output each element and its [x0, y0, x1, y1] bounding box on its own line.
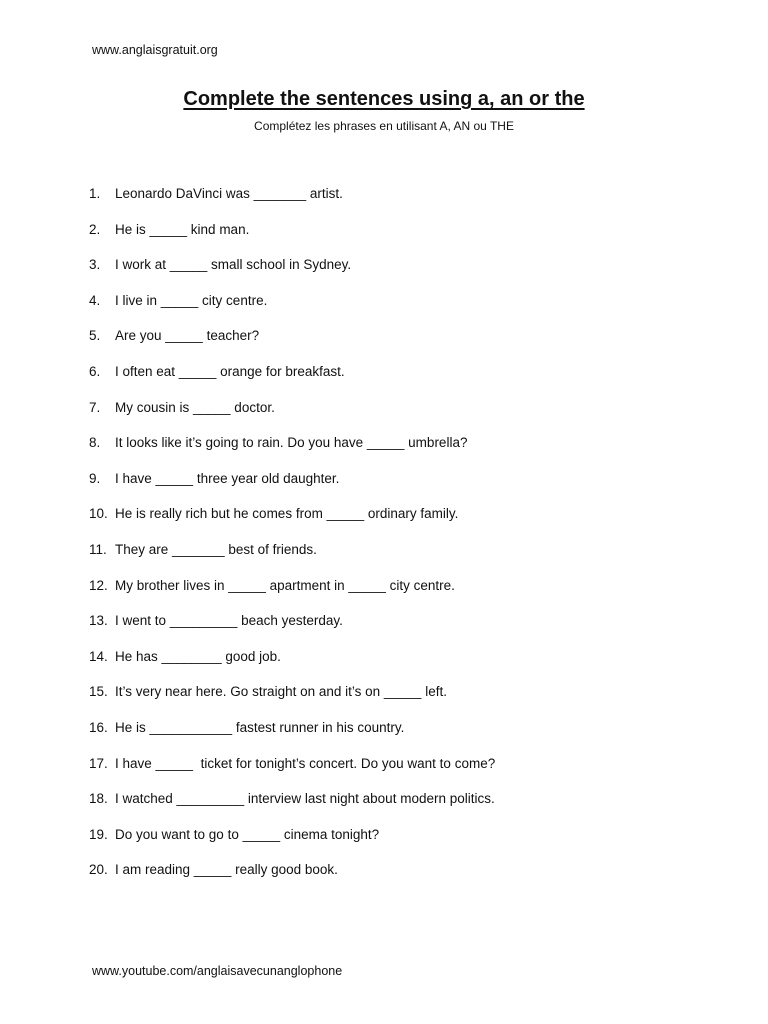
- question-number: 19.: [89, 826, 108, 842]
- question-number: 1.: [89, 186, 101, 201]
- question-number: 9.: [89, 470, 101, 486]
- question-item: [89, 399, 495, 435]
- question-item: [89, 826, 495, 862]
- question-number: 7.: [89, 399, 101, 415]
- question-number: 16.: [89, 719, 108, 735]
- question-number: 18.: [89, 791, 108, 807]
- question-number: 12.: [89, 577, 108, 593]
- question-text: He is really rich but he comes from _____ ordinary family.: [115, 506, 459, 522]
- footer-url: www.youtube.com/anglaisavecunanglophone: [92, 964, 343, 978]
- question-number: 6.: [89, 363, 101, 379]
- question-text: Are you _____ teacher?: [115, 328, 260, 344]
- question-item: [89, 292, 495, 328]
- question-text: I work at _____ small school in Sydney.: [115, 257, 352, 273]
- question-number: 8.: [89, 435, 101, 451]
- question-number: 15.: [89, 684, 108, 700]
- question-item: [89, 648, 495, 684]
- question-number: 14.: [89, 648, 108, 664]
- question-number: 2.: [89, 221, 101, 237]
- question-number: 13.: [89, 613, 108, 629]
- question-item: [89, 327, 495, 363]
- question-text: He has ________ good job.: [115, 648, 281, 664]
- question-item: [89, 185, 495, 221]
- question-number: 3.: [89, 257, 101, 273]
- question-item: [89, 434, 495, 470]
- page-title: Complete the sentences using a, an or the: [183, 88, 585, 110]
- question-item: [89, 577, 495, 613]
- question-text: He is _____ kind man.: [115, 221, 250, 237]
- question-text: I watched _________ interview last night about modern politics.: [115, 791, 495, 807]
- question-list: [89, 185, 495, 897]
- question-item: [89, 221, 495, 257]
- question-text: They are _______ best of friends.: [115, 541, 317, 557]
- question-text: I live in _____ city centre.: [115, 292, 268, 308]
- question-item: [89, 363, 495, 399]
- question-item: [89, 256, 495, 292]
- question-item: [89, 612, 495, 648]
- question-number: 20.: [89, 862, 108, 878]
- question-text: I am reading _____ really good book.: [115, 862, 338, 878]
- question-number: 17.: [89, 755, 108, 771]
- header-url: www.anglaisgratuit.org: [92, 43, 218, 57]
- question-item: [89, 719, 495, 755]
- question-text: It’s very near here. Go straight on and it’s on _____ left.: [115, 684, 447, 700]
- question-text: He is ___________ fastest runner in his country.: [115, 719, 405, 735]
- question-item: [89, 861, 495, 897]
- question-text: I have _____ three year old daughter.: [115, 470, 340, 486]
- question-number: 5.: [89, 328, 101, 344]
- question-text: My cousin is _____ doctor.: [115, 399, 275, 415]
- question-item: [89, 541, 495, 577]
- question-item: [89, 683, 495, 719]
- question-number: 11.: [89, 541, 107, 557]
- question-text: Do you want to go to _____ cinema tonight?: [115, 826, 380, 842]
- question-text: I went to _________ beach yesterday.: [115, 613, 343, 629]
- question-text: My brother lives in _____ apartment in _____ city centre.: [115, 577, 455, 593]
- question-item: [89, 790, 495, 826]
- question-item: [89, 755, 495, 791]
- question-item: [89, 505, 495, 541]
- question-text: It looks like it’s going to rain. Do you have _____ umbrella?: [115, 435, 468, 451]
- question-text: I often eat _____ orange for breakfast.: [115, 363, 345, 379]
- question-number: 4.: [89, 292, 101, 308]
- question-text: Leonardo DaVinci was _______ artist.: [115, 186, 343, 201]
- page-subtitle: Complétez les phrases en utilisant A, AN ou THE: [254, 119, 514, 133]
- question-item: [89, 470, 495, 506]
- question-number: 10.: [89, 506, 108, 522]
- question-text: I have _____ ticket for tonight’s concert. Do you want to come?: [115, 755, 496, 771]
